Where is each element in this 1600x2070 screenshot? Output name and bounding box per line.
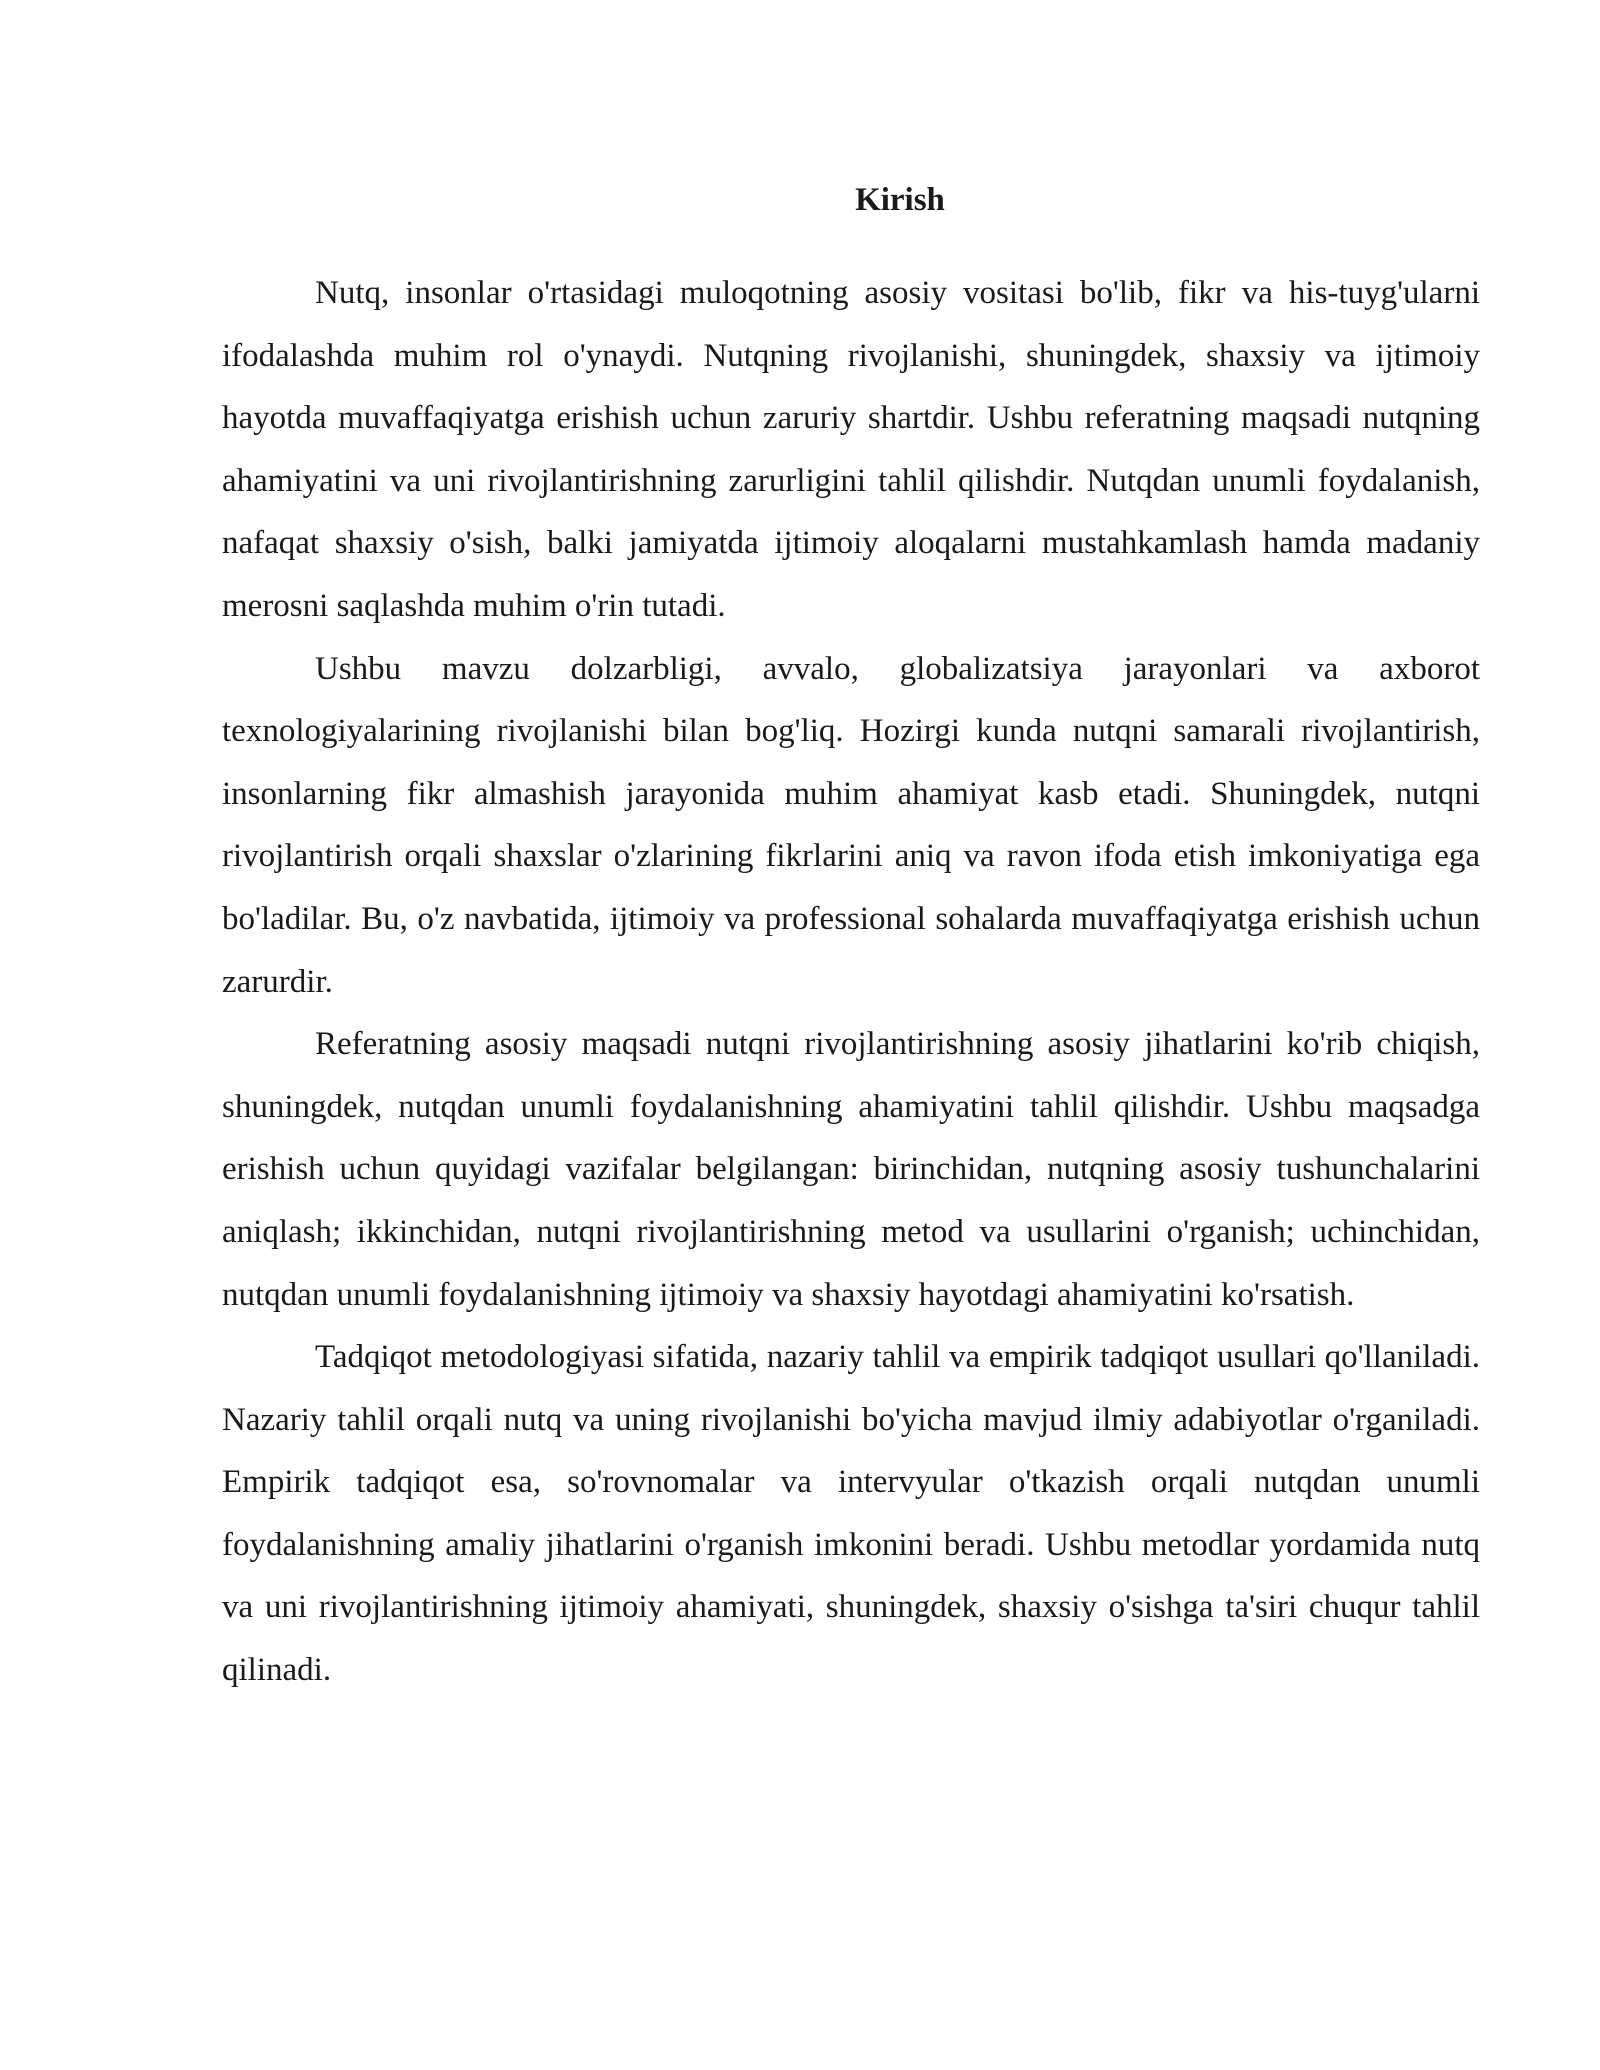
paragraph-relevance: Ushbu mavzu dolzarbligi, avvalo, globalizatsiya jarayonlari va axborot texnologiyalarining rivojlanishi bilan bog'liq. Hozirgi kunda nutqni samarali rivojlantirish, insonlarning fikr almashish jarayonida muhim ahamiyat kasb etadi. Shuningdek, nutqni rivojlantirish orqali shaxslar o'zlarining fikrlarini aniq va ravon ifoda etish imkoniyatiga ega bo'ladilar. Bu, o'z navbatida, ijtimoiy va professional sohalarda muvaffaqiyatga erishish uchun zarurdir. [222, 650, 1480, 1000]
paragraph-goals: Referatning asosiy maqsadi nutqni rivojlantirishning asosiy jihatlarini ko'rib chiqish, shuningdek, nutqdan unumli foydalanishning ahamiyatini tahlil qilishdir. Ushbu maqsadga erishish uchun quyidagi vazifalar belgilangan: birinchidan, nutqning asosiy tushunchalarini aniqlash; ikkinchidan, nutqni rivojlantirishning metod va usullarini o'rganish; uchinchidan, nutqdan unumli foydalanishning ijtimoiy va shaxsiy hayotdagi ahamiyatini ko'rsatish. [222, 1026, 1480, 1313]
paragraph-methodology: Tadqiqot metodologiyasi sifatida, nazariy tahlil va empirik tadqiqot usullari qo'llaniladi. Nazariy tahlil orqali nutq va uning rivojlanishi bo'yicha mavjud ilmiy adabiyotlar o'rganiladi. Empirik tadqiqot esa, so'rovnomalar va intervyular o'tkazish orqali nutqdan unumli foydalanishning amaliy jihatlarini o'rganish imkonini beradi. Ushbu metodlar yordamida nutq va uni rivojlantirishning ijtimoiy ahamiyati, shuningdek, shaxsiy o'sishga ta'siri chuqur tahlil qilinadi. [222, 1339, 1480, 1689]
page-title: Kirish [855, 182, 945, 218]
paragraph-intro: Nutq, insonlar o'rtasidagi muloqotning asosiy vositasi bo'lib, fikr va his-tuyg'ularni ifodalashda muhim rol o'ynaydi. Nutqning rivojlanishi, shuningdek, shaxsiy va ijtimoiy hayotda muvaffaqiyatga erishish uchun zaruriy shartdir. Ushbu referatning maqsadi nutqning ahamiyatini va uni rivojlantirishning zarurligini tahlil qilishdir. Nutqdan unumli foydalanish, nafaqat shaxsiy o'sish, balki jamiyatda ijtimoiy aloqalarni mustahkamlash hamda madaniy merosni saqlashda muhim o'rin tutadi. [222, 275, 1480, 624]
page-content [222, 180, 1480, 1702]
